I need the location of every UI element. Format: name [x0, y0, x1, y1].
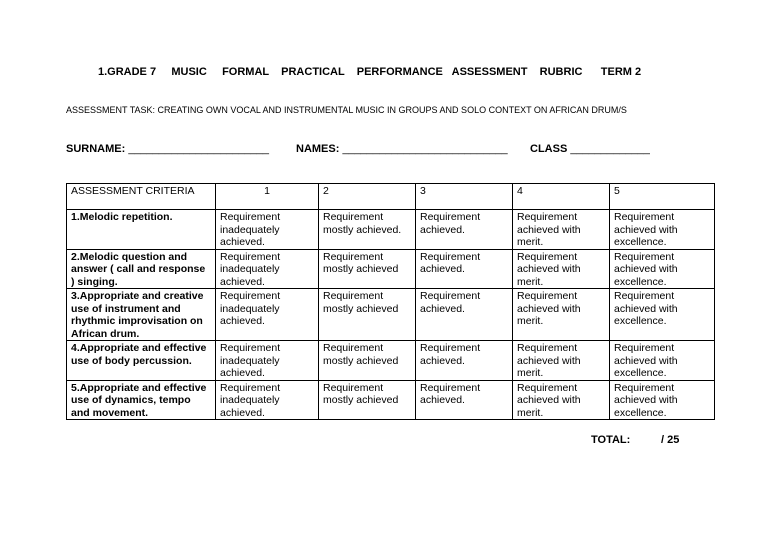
table-row: [67, 341, 715, 381]
names-line: ___________________________: [342, 143, 508, 155]
class-line: _____________: [570, 143, 650, 155]
level-cell: Requirement inadequately achieved.: [216, 210, 319, 250]
level-cell: Requirement achieved with excellence.: [610, 341, 715, 381]
assessment-task: ASSESSMENT TASK: CREATING OWN VOCAL AND INSTRUMENTAL MUSIC IN GROUPS AND SOLO CONTEXT ON AFRICAN DRUM/S: [66, 105, 627, 115]
criterion-cell: 1.Melodic repetition.: [67, 210, 216, 250]
level-cell: Requirement achieved with excellence.: [610, 210, 715, 250]
criterion-cell: 2.Melodic question and answer ( call and response ) singing.: [67, 249, 216, 289]
level-cell: Requirement achieved.: [416, 289, 513, 341]
criterion-cell: 5.Appropriate and effective use of dynamics, tempo and movement.: [67, 380, 216, 420]
level-cell: Requirement achieved with excellence.: [610, 380, 715, 420]
level-cell: Requirement inadequately achieved.: [216, 341, 319, 381]
level-cell: Requirement achieved with merit.: [513, 289, 610, 341]
column-header-level-3: 3: [416, 184, 513, 210]
level-cell: Requirement mostly achieved: [319, 289, 416, 341]
level-cell: Requirement achieved with excellence.: [610, 289, 715, 341]
column-header-criteria: ASSESSMENT CRITERIA: [67, 184, 216, 210]
class-label: CLASS: [530, 143, 568, 155]
criterion-cell: 4.Appropriate and effective use of body percussion.: [67, 341, 216, 381]
level-cell: Requirement inadequately achieved.: [216, 289, 319, 341]
column-header-level-5: 5: [610, 184, 715, 210]
total-label: TOTAL:: [591, 434, 631, 446]
surname-field: [66, 143, 269, 155]
page-title: 1.GRADE 7 MUSIC FORMAL PRACTICAL PERFORMANCE ASSESSMENT RUBRIC TERM 2: [98, 66, 642, 78]
level-cell: Requirement mostly achieved: [319, 341, 416, 381]
column-header-level-1: 1: [216, 184, 319, 210]
names-field: [296, 143, 508, 155]
names-label: NAMES:: [296, 143, 340, 155]
rubric-table: [66, 183, 715, 420]
table-row: [67, 249, 715, 289]
criterion-cell: 3.Appropriate and creative use of instrument and rhythmic improvisation on African drum.: [67, 289, 216, 341]
level-cell: Requirement achieved with excellence.: [610, 249, 715, 289]
column-header-level-2: 2: [319, 184, 416, 210]
surname-line: _______________________: [128, 143, 270, 155]
total-score: / 25: [661, 434, 680, 446]
level-cell: Requirement mostly achieved: [319, 249, 416, 289]
level-cell: Requirement inadequately achieved.: [216, 380, 319, 420]
level-cell: Requirement achieved with merit.: [513, 341, 610, 381]
level-cell: Requirement inadequately achieved.: [216, 249, 319, 289]
column-header-level-4: 4: [513, 184, 610, 210]
class-field: [530, 143, 650, 155]
level-cell: Requirement achieved.: [416, 249, 513, 289]
level-cell: Requirement achieved.: [416, 380, 513, 420]
level-cell: Requirement achieved.: [416, 210, 513, 250]
surname-label: SURNAME:: [66, 143, 126, 155]
level-cell: Requirement mostly achieved.: [319, 210, 416, 250]
level-cell: Requirement mostly achieved: [319, 380, 416, 420]
level-cell: Requirement achieved with merit.: [513, 380, 610, 420]
table-header-row: [67, 184, 715, 210]
level-cell: Requirement achieved.: [416, 341, 513, 381]
level-cell: Requirement achieved with merit.: [513, 249, 610, 289]
table-row: [67, 210, 715, 250]
table-row: [67, 289, 715, 341]
table-row: [67, 380, 715, 420]
level-cell: Requirement achieved with merit.: [513, 210, 610, 250]
